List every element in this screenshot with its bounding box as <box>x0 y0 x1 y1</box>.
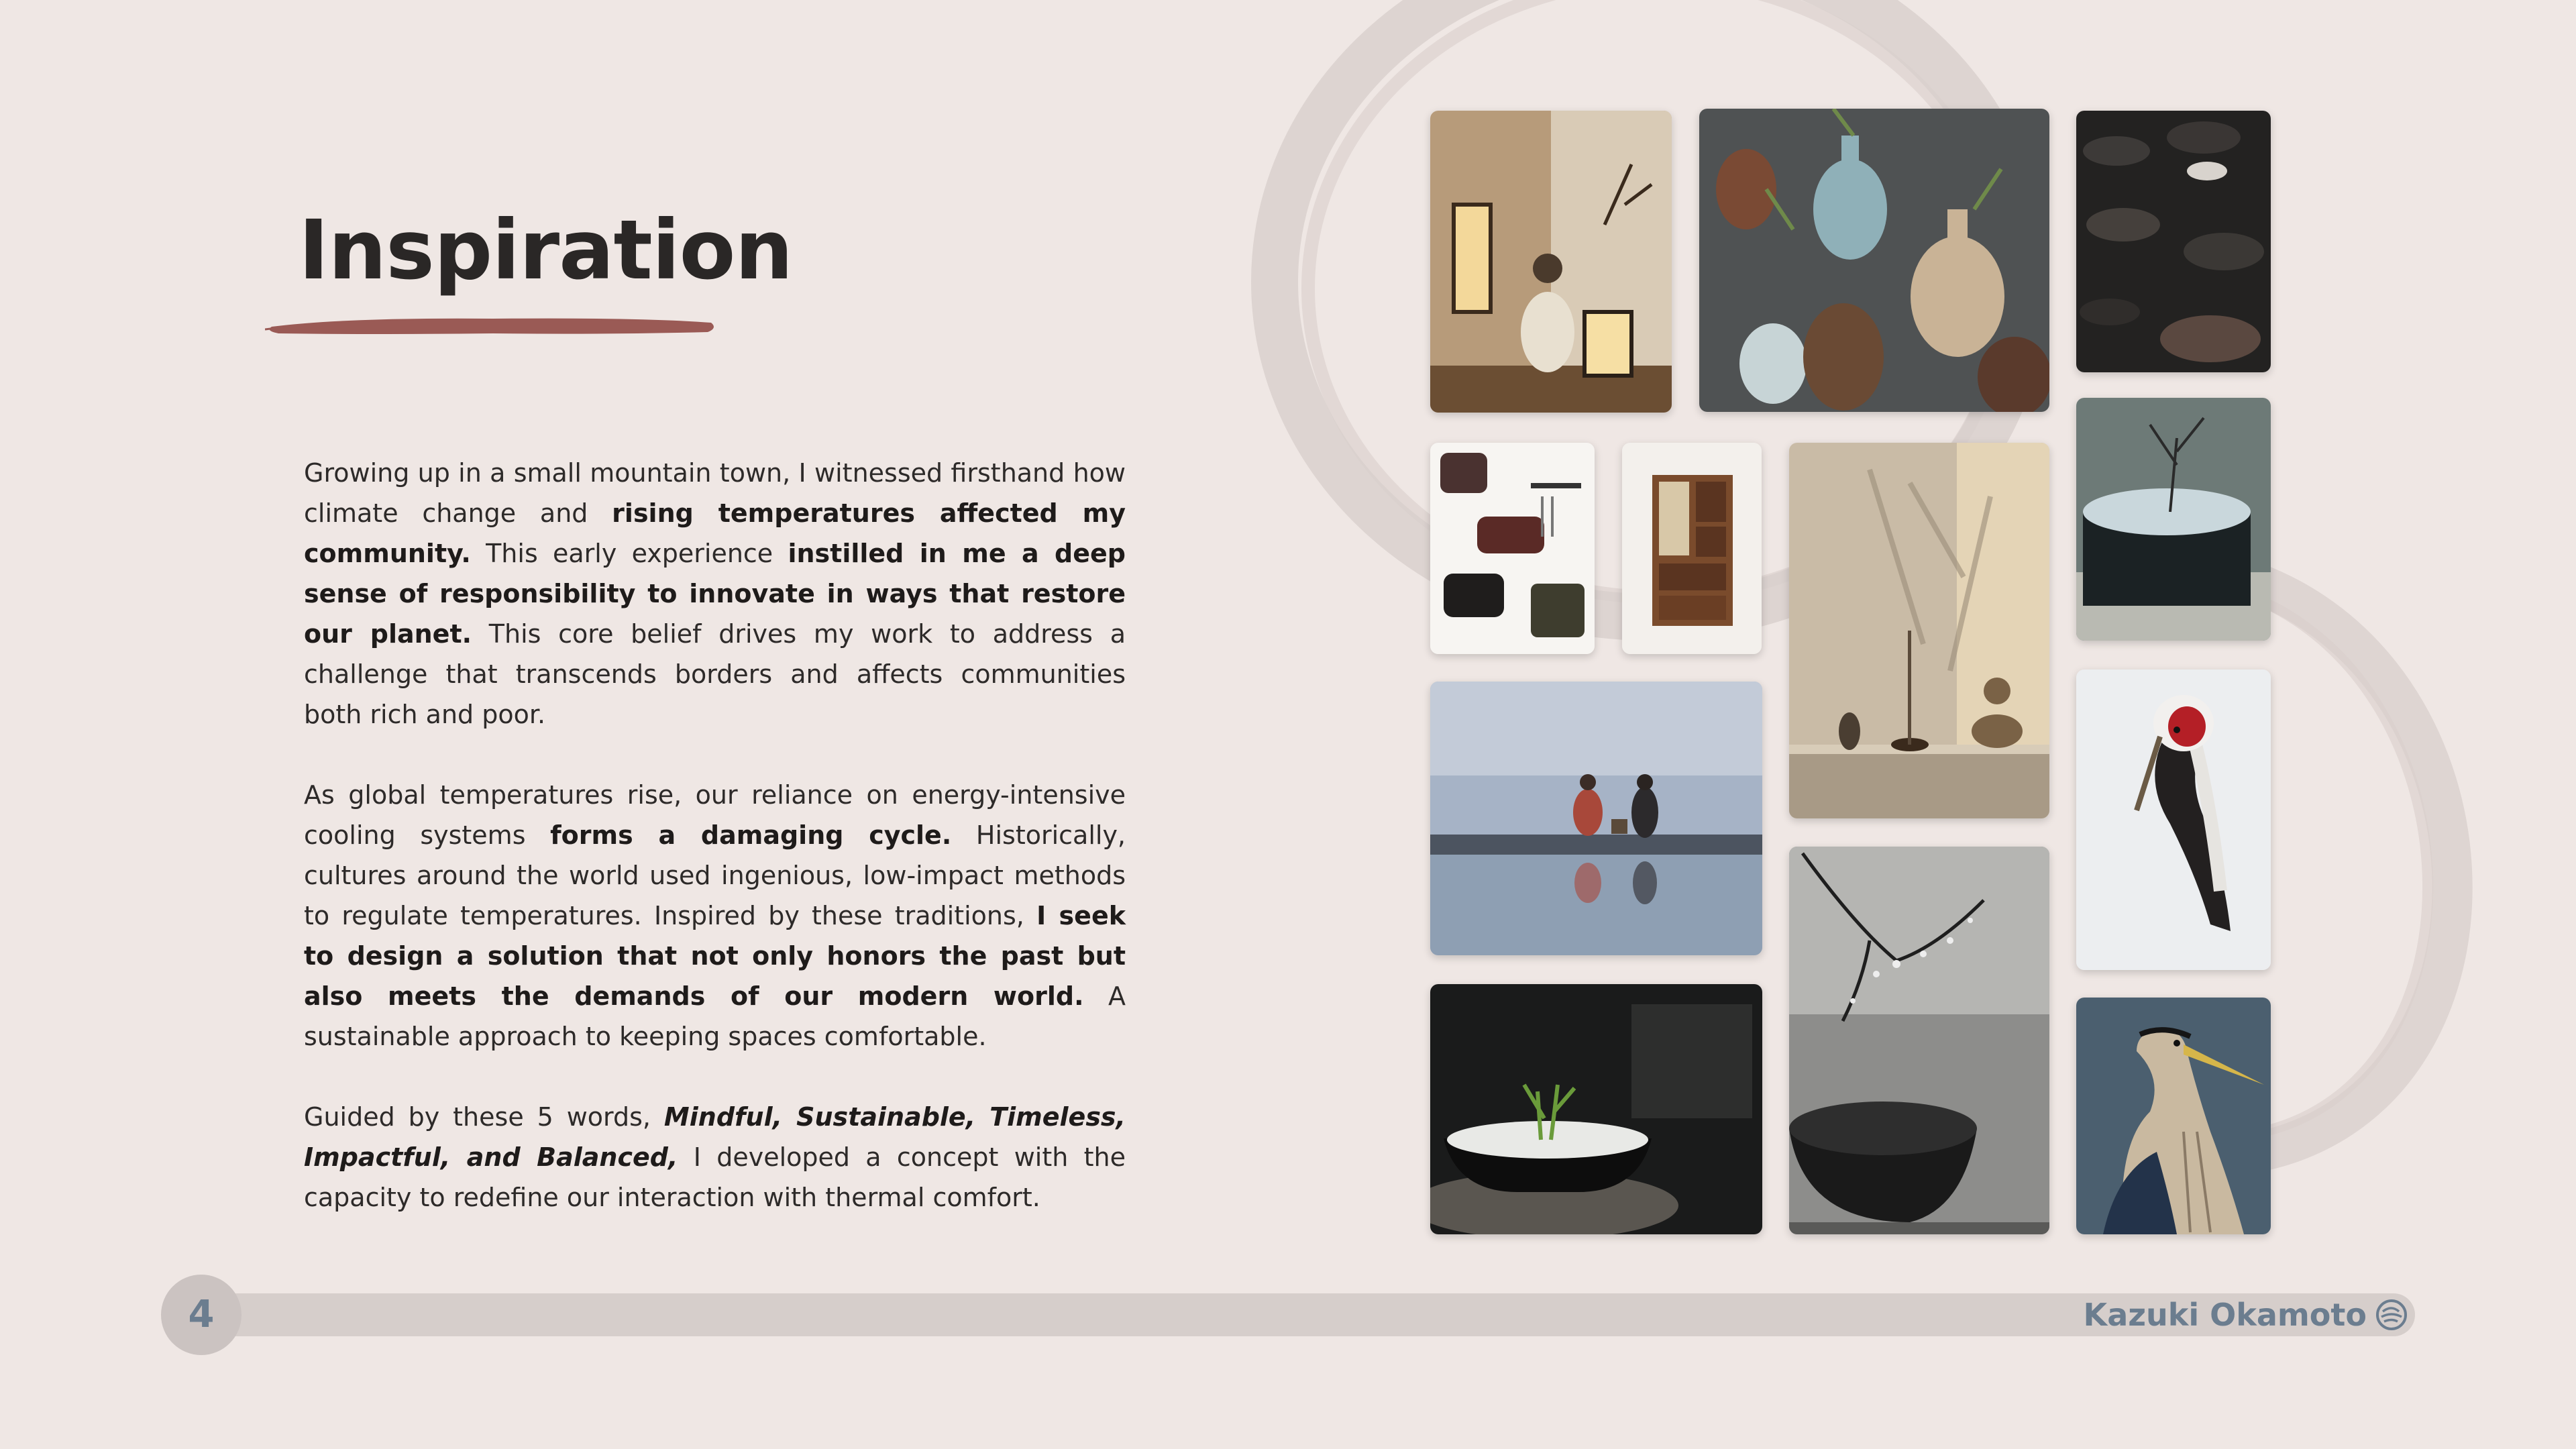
paragraph-2 <box>304 775 1126 1057</box>
ceramic-vases-photo <box>1699 109 2049 412</box>
shadow-buddha-photo <box>1789 443 2049 818</box>
text-run: Growing up in a small mountain town, I witnessed firsthand how climate change and <box>304 458 1126 528</box>
heron-photo <box>2076 998 2271 1234</box>
text-run: Guided by these 5 words, <box>304 1102 664 1132</box>
sprout-bowl-photo <box>1430 984 1762 1234</box>
title-brush-underline <box>265 305 721 345</box>
text-run: This core belief drives my work to address a challenge that transcends borders and affects communities both rich and poor. <box>304 619 1126 729</box>
text-run: As global temperatures rise, our reliance on energy-intensive cooling systems <box>304 780 1126 850</box>
text-run: instilled in me a deep sense of responsibility to innovate in ways that restore our planet. <box>304 539 1126 649</box>
page-number: 4 <box>188 1293 215 1336</box>
text-run: This early experience <box>470 539 788 568</box>
author-name: Kazuki Okamoto <box>2083 1297 2367 1333</box>
paragraph-1 <box>304 453 1126 735</box>
red-crowned-crane-photo <box>2076 669 2271 970</box>
dark-bowls-photo <box>2076 111 2271 372</box>
monks-lake-photo <box>1430 682 1762 955</box>
black-bowl-water-photo <box>2076 398 2271 641</box>
page-title: Inspiration <box>299 203 793 298</box>
raku-bowls-poster-photo <box>1430 443 1595 654</box>
text-run: A sustainable approach to keeping spaces comfortable. <box>304 981 1126 1051</box>
footer-bar <box>188 1293 2415 1336</box>
text-run: I developed a concept with the capacity to redefine our interaction with thermal comfort. <box>304 1142 1126 1212</box>
body-copy <box>304 453 1126 1258</box>
text-run: forms a damaging cycle. <box>550 820 952 850</box>
text-run: I seek to design a solution that not only honors the past but also meets the demands of our modern world. <box>304 901 1126 1011</box>
text-run: rising temperatures affected my community. <box>304 498 1126 568</box>
paragraph-3 <box>304 1097 1126 1218</box>
wooden-cabinet-photo <box>1622 443 1762 654</box>
lantern-tea-room-photo <box>1430 111 1672 413</box>
text-run: Historically, cultures around the world used ingenious, low-impact methods to regulate temperatures. Inspired by these traditions, <box>304 820 1126 930</box>
wind-swirl-icon <box>2375 1298 2408 1332</box>
branch-raindrops-bowl-photo <box>1789 847 2049 1234</box>
text-run: Mindful, Sustainable, Timeless, Impactful, and Balanced, <box>304 1102 1126 1172</box>
